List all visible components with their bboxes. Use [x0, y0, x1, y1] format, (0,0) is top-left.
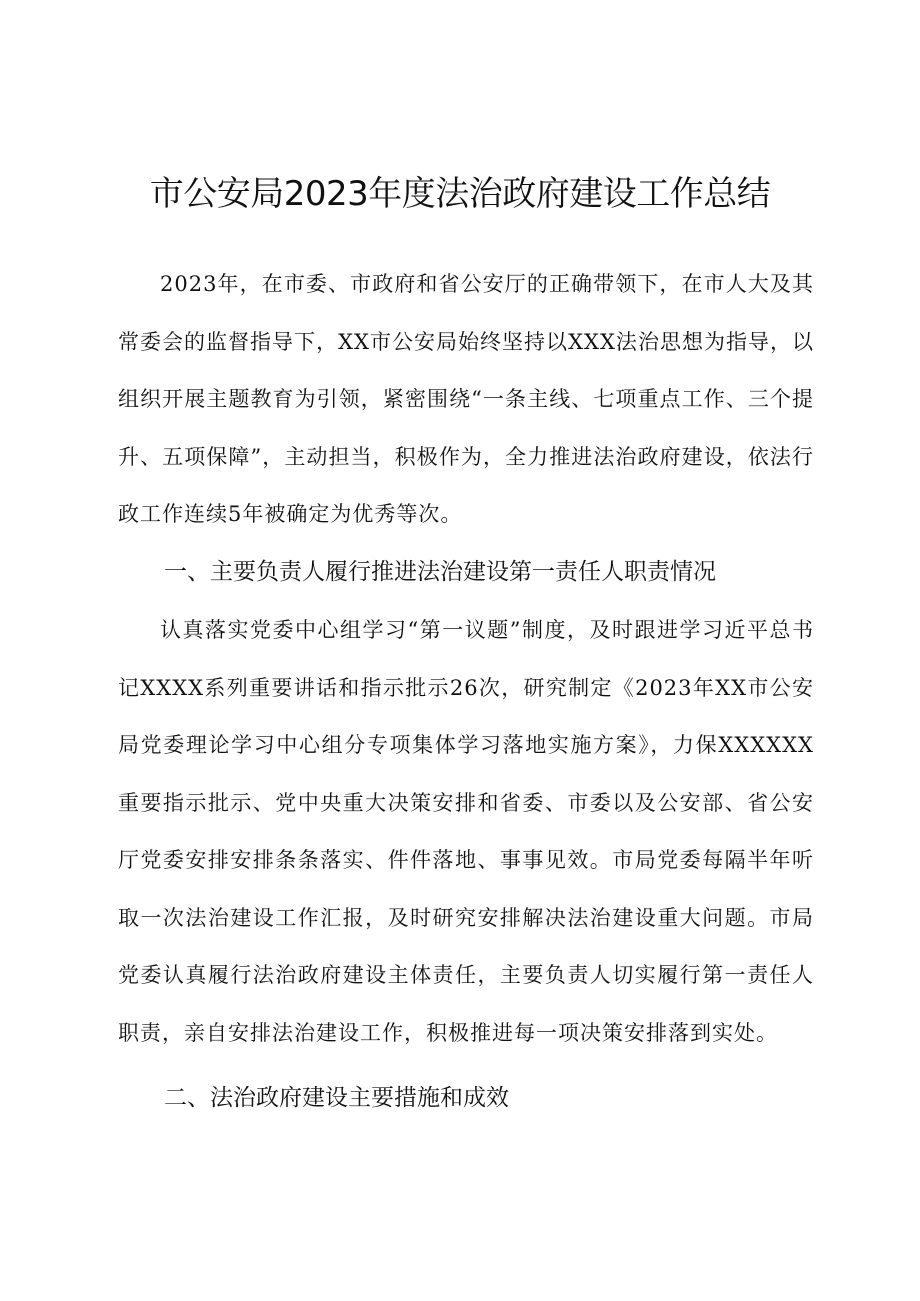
section-heading-2: 二、法治政府建设主要措施和成效	[164, 1085, 509, 1111]
intro-paragraph: 2023年，在市委、市政府和省公安厅的正确带领下，在市人大及其常委会的监督指导下，XX市公安局始终坚持以XXX法治思想为指导，以组织开展主题教育为引领，紧密围绕“一条主线、七项重点工作、三个提升、五项保障”，主动担当，积极作为，全力推进法治政府建设，依法行政工作连续5年被确定为优秀等次。	[118, 272, 814, 526]
section-heading-1: 一、主要负责人履行推进法治建设第一责任人职责情况	[164, 559, 716, 585]
document-title: 市公安局2023年度法治政府建设工作总结	[149, 174, 771, 214]
section-1-paragraph: 认真落实党委中心组学习“第一议题”制度，及时跟进学习近平总书记XXXX系列重要讲话和指示批示26次，研究制定《2023年XX市公安局党委理论学习中心组分专项集体学习落地实施方案》，力保XXXXXX重要指示批示、党中央重大决策安排和省委、市委以及公安部、省公安厅党委安排安排条条落实、件件落地、事事见效。市局党委每隔半年听取一次法治建设工作汇报，及时研究安排解决法治建设重大问题。市局党委认真履行法治政府建设主体责任，主要负责人切实履行第一责任人职责，亲自安排法治建设工作，积极推进每一项决策安排落到实处。	[118, 618, 814, 1045]
